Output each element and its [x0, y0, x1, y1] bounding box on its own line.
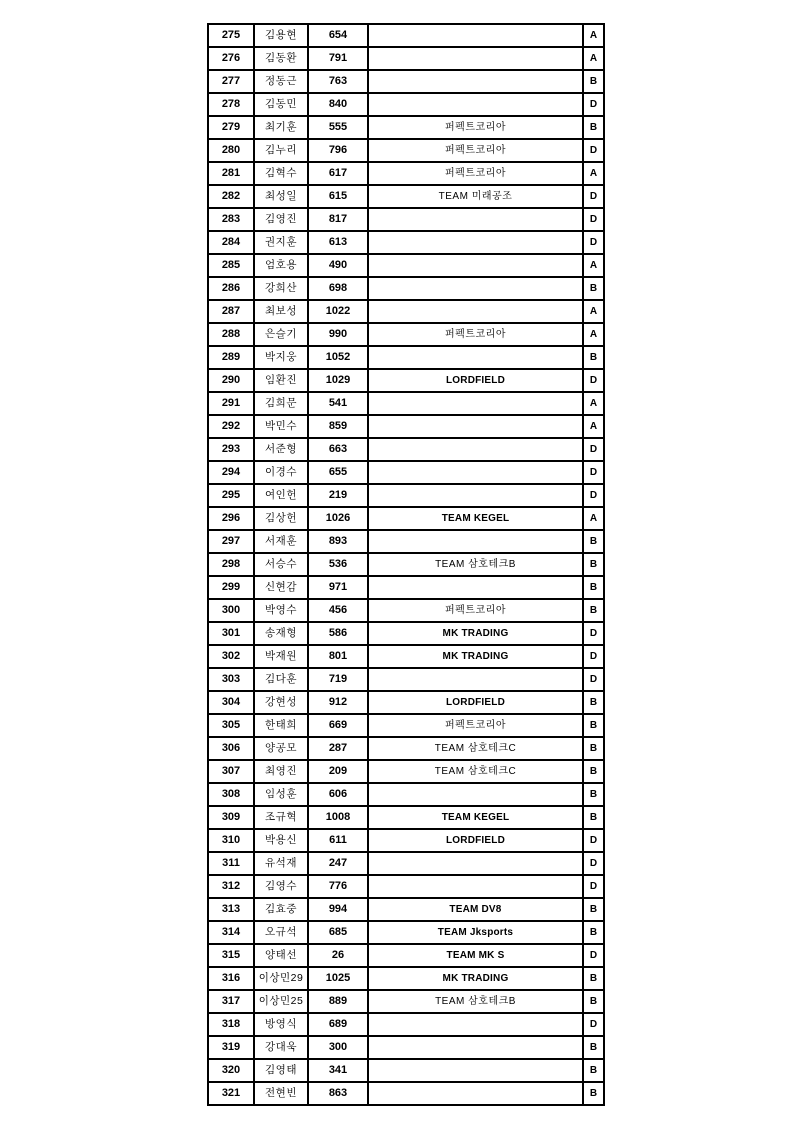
- table-row: [208, 438, 604, 461]
- table-row: [208, 231, 604, 254]
- grade-cell: D: [583, 829, 604, 852]
- player-name-cell: 강현성: [254, 691, 308, 714]
- grade-cell: B: [583, 599, 604, 622]
- table-row: [208, 737, 604, 760]
- player-name-cell: 김영수: [254, 875, 308, 898]
- grade-cell: D: [583, 93, 604, 116]
- row-number-cell: 304: [208, 691, 254, 714]
- row-number-cell: 284: [208, 231, 254, 254]
- team-name-cell: TEAM 삼호테크B: [368, 990, 583, 1013]
- player-name-cell: 박지웅: [254, 346, 308, 369]
- team-name-cell: [368, 1013, 583, 1036]
- bib-number-cell: 817: [308, 208, 368, 231]
- player-name-cell: 서승수: [254, 553, 308, 576]
- bib-number-cell: 990: [308, 323, 368, 346]
- team-name-cell: [368, 438, 583, 461]
- bib-number-cell: 26: [308, 944, 368, 967]
- table-row: [208, 898, 604, 921]
- bib-number-cell: 796: [308, 139, 368, 162]
- table-row: [208, 484, 604, 507]
- row-number-cell: 281: [208, 162, 254, 185]
- row-number-cell: 320: [208, 1059, 254, 1082]
- bib-number-cell: 615: [308, 185, 368, 208]
- bib-number-cell: 287: [308, 737, 368, 760]
- row-number-cell: 293: [208, 438, 254, 461]
- team-name-cell: 퍼펙트코리아: [368, 323, 583, 346]
- player-name-cell: 김다훈: [254, 668, 308, 691]
- table-row: [208, 139, 604, 162]
- table-row: [208, 783, 604, 806]
- player-name-cell: 임성훈: [254, 783, 308, 806]
- table-row: [208, 346, 604, 369]
- bib-number-cell: 698: [308, 277, 368, 300]
- player-name-cell: 양태선: [254, 944, 308, 967]
- bib-number-cell: 893: [308, 530, 368, 553]
- player-name-cell: 이경수: [254, 461, 308, 484]
- bib-number-cell: 863: [308, 1082, 368, 1105]
- bib-number-cell: 611: [308, 829, 368, 852]
- table-row: [208, 645, 604, 668]
- row-number-cell: 314: [208, 921, 254, 944]
- bib-number-cell: 490: [308, 254, 368, 277]
- bib-number-cell: 586: [308, 622, 368, 645]
- team-name-cell: [368, 1082, 583, 1105]
- grade-cell: B: [583, 967, 604, 990]
- team-name-cell: [368, 231, 583, 254]
- grade-cell: B: [583, 990, 604, 1013]
- team-name-cell: [368, 254, 583, 277]
- player-name-cell: 최보성: [254, 300, 308, 323]
- row-number-cell: 312: [208, 875, 254, 898]
- team-name-cell: TEAM KEGEL: [368, 806, 583, 829]
- row-number-cell: 301: [208, 622, 254, 645]
- grade-cell: D: [583, 231, 604, 254]
- table-row: [208, 875, 604, 898]
- table-row: [208, 116, 604, 139]
- player-name-cell: 김용현: [254, 24, 308, 47]
- row-number-cell: 275: [208, 24, 254, 47]
- row-number-cell: 313: [208, 898, 254, 921]
- row-number-cell: 307: [208, 760, 254, 783]
- team-name-cell: 퍼펙트코리아: [368, 599, 583, 622]
- row-number-cell: 308: [208, 783, 254, 806]
- bib-number-cell: 341: [308, 1059, 368, 1082]
- grade-cell: B: [583, 346, 604, 369]
- grade-cell: A: [583, 254, 604, 277]
- player-name-cell: 임환진: [254, 369, 308, 392]
- roster-table-body: [208, 24, 604, 1105]
- table-row: [208, 47, 604, 70]
- grade-cell: A: [583, 323, 604, 346]
- team-name-cell: [368, 392, 583, 415]
- row-number-cell: 316: [208, 967, 254, 990]
- table-row: [208, 829, 604, 852]
- grade-cell: B: [583, 921, 604, 944]
- grade-cell: B: [583, 1082, 604, 1105]
- player-name-cell: 조규혁: [254, 806, 308, 829]
- table-row: [208, 461, 604, 484]
- player-name-cell: 강희산: [254, 277, 308, 300]
- team-name-cell: TEAM 삼호테크C: [368, 737, 583, 760]
- table-row: [208, 622, 604, 645]
- team-name-cell: [368, 1059, 583, 1082]
- bib-number-cell: 971: [308, 576, 368, 599]
- player-name-cell: 여인헌: [254, 484, 308, 507]
- table-row: [208, 599, 604, 622]
- row-number-cell: 282: [208, 185, 254, 208]
- table-row: [208, 1082, 604, 1105]
- bib-number-cell: 209: [308, 760, 368, 783]
- team-name-cell: [368, 1036, 583, 1059]
- grade-cell: D: [583, 438, 604, 461]
- player-name-cell: 강대욱: [254, 1036, 308, 1059]
- grade-cell: A: [583, 162, 604, 185]
- grade-cell: A: [583, 300, 604, 323]
- row-number-cell: 291: [208, 392, 254, 415]
- player-name-cell: 방영식: [254, 1013, 308, 1036]
- row-number-cell: 294: [208, 461, 254, 484]
- player-name-cell: 최성일: [254, 185, 308, 208]
- row-number-cell: 319: [208, 1036, 254, 1059]
- row-number-cell: 276: [208, 47, 254, 70]
- grade-cell: A: [583, 24, 604, 47]
- bib-number-cell: 1052: [308, 346, 368, 369]
- bib-number-cell: 219: [308, 484, 368, 507]
- row-number-cell: 299: [208, 576, 254, 599]
- team-name-cell: [368, 461, 583, 484]
- bib-number-cell: 889: [308, 990, 368, 1013]
- team-name-cell: [368, 300, 583, 323]
- row-number-cell: 321: [208, 1082, 254, 1105]
- team-name-cell: 퍼펙트코리아: [368, 116, 583, 139]
- team-name-cell: TEAM MK S: [368, 944, 583, 967]
- row-number-cell: 311: [208, 852, 254, 875]
- player-name-cell: 김영태: [254, 1059, 308, 1082]
- player-name-cell: 송재형: [254, 622, 308, 645]
- team-name-cell: [368, 24, 583, 47]
- table-row: [208, 300, 604, 323]
- player-name-cell: 김동민: [254, 93, 308, 116]
- table-row: [208, 530, 604, 553]
- bib-number-cell: 994: [308, 898, 368, 921]
- grade-cell: D: [583, 852, 604, 875]
- team-name-cell: [368, 415, 583, 438]
- bib-number-cell: 912: [308, 691, 368, 714]
- team-name-cell: [368, 47, 583, 70]
- player-name-cell: 전현빈: [254, 1082, 308, 1105]
- grade-cell: B: [583, 806, 604, 829]
- grade-cell: D: [583, 944, 604, 967]
- bib-number-cell: 763: [308, 70, 368, 93]
- bib-number-cell: 613: [308, 231, 368, 254]
- table-row: [208, 369, 604, 392]
- bib-number-cell: 247: [308, 852, 368, 875]
- table-row: [208, 852, 604, 875]
- table-row: [208, 162, 604, 185]
- player-name-cell: 양공모: [254, 737, 308, 760]
- row-number-cell: 305: [208, 714, 254, 737]
- grade-cell: B: [583, 737, 604, 760]
- grade-cell: B: [583, 576, 604, 599]
- grade-cell: B: [583, 783, 604, 806]
- grade-cell: B: [583, 1059, 604, 1082]
- table-row: [208, 760, 604, 783]
- row-number-cell: 278: [208, 93, 254, 116]
- table-row: [208, 576, 604, 599]
- team-name-cell: [368, 783, 583, 806]
- player-name-cell: 김누리: [254, 139, 308, 162]
- row-number-cell: 295: [208, 484, 254, 507]
- player-name-cell: 박재원: [254, 645, 308, 668]
- player-name-cell: 김효중: [254, 898, 308, 921]
- bib-number-cell: 541: [308, 392, 368, 415]
- grade-cell: B: [583, 691, 604, 714]
- table-row: [208, 24, 604, 47]
- team-name-cell: [368, 530, 583, 553]
- player-name-cell: 신현감: [254, 576, 308, 599]
- grade-cell: D: [583, 645, 604, 668]
- bib-number-cell: 1029: [308, 369, 368, 392]
- bib-number-cell: 719: [308, 668, 368, 691]
- grade-cell: D: [583, 622, 604, 645]
- bib-number-cell: 669: [308, 714, 368, 737]
- grade-cell: B: [583, 1036, 604, 1059]
- player-name-cell: 정동근: [254, 70, 308, 93]
- team-name-cell: [368, 277, 583, 300]
- bib-number-cell: 801: [308, 645, 368, 668]
- table-row: [208, 93, 604, 116]
- grade-cell: A: [583, 47, 604, 70]
- grade-cell: D: [583, 369, 604, 392]
- bib-number-cell: 617: [308, 162, 368, 185]
- bib-number-cell: 791: [308, 47, 368, 70]
- bib-number-cell: 689: [308, 1013, 368, 1036]
- row-number-cell: 303: [208, 668, 254, 691]
- row-number-cell: 300: [208, 599, 254, 622]
- row-number-cell: 277: [208, 70, 254, 93]
- team-name-cell: TEAM Jksports: [368, 921, 583, 944]
- row-number-cell: 306: [208, 737, 254, 760]
- player-name-cell: 김혁수: [254, 162, 308, 185]
- row-number-cell: 279: [208, 116, 254, 139]
- row-number-cell: 288: [208, 323, 254, 346]
- grade-cell: B: [583, 530, 604, 553]
- team-name-cell: [368, 70, 583, 93]
- team-name-cell: [368, 93, 583, 116]
- row-number-cell: 297: [208, 530, 254, 553]
- team-name-cell: [368, 875, 583, 898]
- player-name-cell: 권지훈: [254, 231, 308, 254]
- grade-cell: D: [583, 461, 604, 484]
- bib-number-cell: 840: [308, 93, 368, 116]
- row-number-cell: 315: [208, 944, 254, 967]
- player-name-cell: 은슬기: [254, 323, 308, 346]
- team-name-cell: MK TRADING: [368, 967, 583, 990]
- player-name-cell: 이상민29: [254, 967, 308, 990]
- team-name-cell: [368, 576, 583, 599]
- table-row: [208, 921, 604, 944]
- table-row: [208, 691, 604, 714]
- player-name-cell: 엄호용: [254, 254, 308, 277]
- team-name-cell: LORDFIELD: [368, 829, 583, 852]
- player-name-cell: 김희문: [254, 392, 308, 415]
- row-number-cell: 302: [208, 645, 254, 668]
- player-name-cell: 한태희: [254, 714, 308, 737]
- table-row: [208, 553, 604, 576]
- team-name-cell: TEAM KEGEL: [368, 507, 583, 530]
- table-row: [208, 944, 604, 967]
- bib-number-cell: 776: [308, 875, 368, 898]
- table-row: [208, 70, 604, 93]
- team-name-cell: [368, 208, 583, 231]
- grade-cell: D: [583, 1013, 604, 1036]
- team-name-cell: [368, 852, 583, 875]
- table-row: [208, 277, 604, 300]
- grade-cell: B: [583, 70, 604, 93]
- bib-number-cell: 300: [308, 1036, 368, 1059]
- bib-number-cell: 859: [308, 415, 368, 438]
- table-row: [208, 967, 604, 990]
- row-number-cell: 290: [208, 369, 254, 392]
- bib-number-cell: 1025: [308, 967, 368, 990]
- grade-cell: A: [583, 415, 604, 438]
- grade-cell: D: [583, 484, 604, 507]
- grade-cell: B: [583, 277, 604, 300]
- team-name-cell: MK TRADING: [368, 645, 583, 668]
- player-name-cell: 최영진: [254, 760, 308, 783]
- player-name-cell: 오규석: [254, 921, 308, 944]
- row-number-cell: 318: [208, 1013, 254, 1036]
- player-name-cell: 김동환: [254, 47, 308, 70]
- roster-table: [207, 23, 605, 1106]
- team-name-cell: TEAM 삼호테크C: [368, 760, 583, 783]
- row-number-cell: 289: [208, 346, 254, 369]
- table-row: [208, 990, 604, 1013]
- bib-number-cell: 1022: [308, 300, 368, 323]
- table-row: [208, 1013, 604, 1036]
- team-name-cell: LORDFIELD: [368, 691, 583, 714]
- player-name-cell: 최기훈: [254, 116, 308, 139]
- team-name-cell: [368, 668, 583, 691]
- grade-cell: B: [583, 898, 604, 921]
- row-number-cell: 283: [208, 208, 254, 231]
- table-row: [208, 323, 604, 346]
- player-name-cell: 이상민25: [254, 990, 308, 1013]
- team-name-cell: [368, 346, 583, 369]
- team-name-cell: TEAM 미래공조: [368, 185, 583, 208]
- player-name-cell: 서준형: [254, 438, 308, 461]
- bib-number-cell: 1008: [308, 806, 368, 829]
- bib-number-cell: 1026: [308, 507, 368, 530]
- row-number-cell: 310: [208, 829, 254, 852]
- team-name-cell: [368, 484, 583, 507]
- grade-cell: B: [583, 714, 604, 737]
- row-number-cell: 309: [208, 806, 254, 829]
- bib-number-cell: 536: [308, 553, 368, 576]
- player-name-cell: 김상헌: [254, 507, 308, 530]
- team-name-cell: TEAM 삼호테크B: [368, 553, 583, 576]
- grade-cell: D: [583, 668, 604, 691]
- player-name-cell: 서재훈: [254, 530, 308, 553]
- row-number-cell: 286: [208, 277, 254, 300]
- bib-number-cell: 654: [308, 24, 368, 47]
- bib-number-cell: 655: [308, 461, 368, 484]
- grade-cell: D: [583, 208, 604, 231]
- table-row: [208, 208, 604, 231]
- table-row: [208, 415, 604, 438]
- row-number-cell: 296: [208, 507, 254, 530]
- bib-number-cell: 456: [308, 599, 368, 622]
- row-number-cell: 285: [208, 254, 254, 277]
- grade-cell: D: [583, 185, 604, 208]
- player-name-cell: 박용신: [254, 829, 308, 852]
- bib-number-cell: 606: [308, 783, 368, 806]
- row-number-cell: 317: [208, 990, 254, 1013]
- table-row: [208, 714, 604, 737]
- table-row: [208, 806, 604, 829]
- table-row: [208, 1059, 604, 1082]
- player-name-cell: 김영진: [254, 208, 308, 231]
- player-name-cell: 유석재: [254, 852, 308, 875]
- grade-cell: A: [583, 507, 604, 530]
- player-name-cell: 박민수: [254, 415, 308, 438]
- grade-cell: D: [583, 875, 604, 898]
- table-row: [208, 668, 604, 691]
- row-number-cell: 287: [208, 300, 254, 323]
- row-number-cell: 280: [208, 139, 254, 162]
- team-name-cell: 퍼펙트코리아: [368, 714, 583, 737]
- table-row: [208, 392, 604, 415]
- row-number-cell: 298: [208, 553, 254, 576]
- bib-number-cell: 555: [308, 116, 368, 139]
- team-name-cell: LORDFIELD: [368, 369, 583, 392]
- player-name-cell: 박영수: [254, 599, 308, 622]
- table-row: [208, 507, 604, 530]
- bib-number-cell: 685: [308, 921, 368, 944]
- table-row: [208, 254, 604, 277]
- grade-cell: D: [583, 139, 604, 162]
- grade-cell: B: [583, 116, 604, 139]
- team-name-cell: TEAM DV8: [368, 898, 583, 921]
- table-row: [208, 185, 604, 208]
- team-name-cell: MK TRADING: [368, 622, 583, 645]
- table-row: [208, 1036, 604, 1059]
- team-name-cell: 퍼펙트코리아: [368, 162, 583, 185]
- bib-number-cell: 663: [308, 438, 368, 461]
- team-name-cell: 퍼펙트코리아: [368, 139, 583, 162]
- grade-cell: B: [583, 760, 604, 783]
- row-number-cell: 292: [208, 415, 254, 438]
- grade-cell: A: [583, 392, 604, 415]
- grade-cell: B: [583, 553, 604, 576]
